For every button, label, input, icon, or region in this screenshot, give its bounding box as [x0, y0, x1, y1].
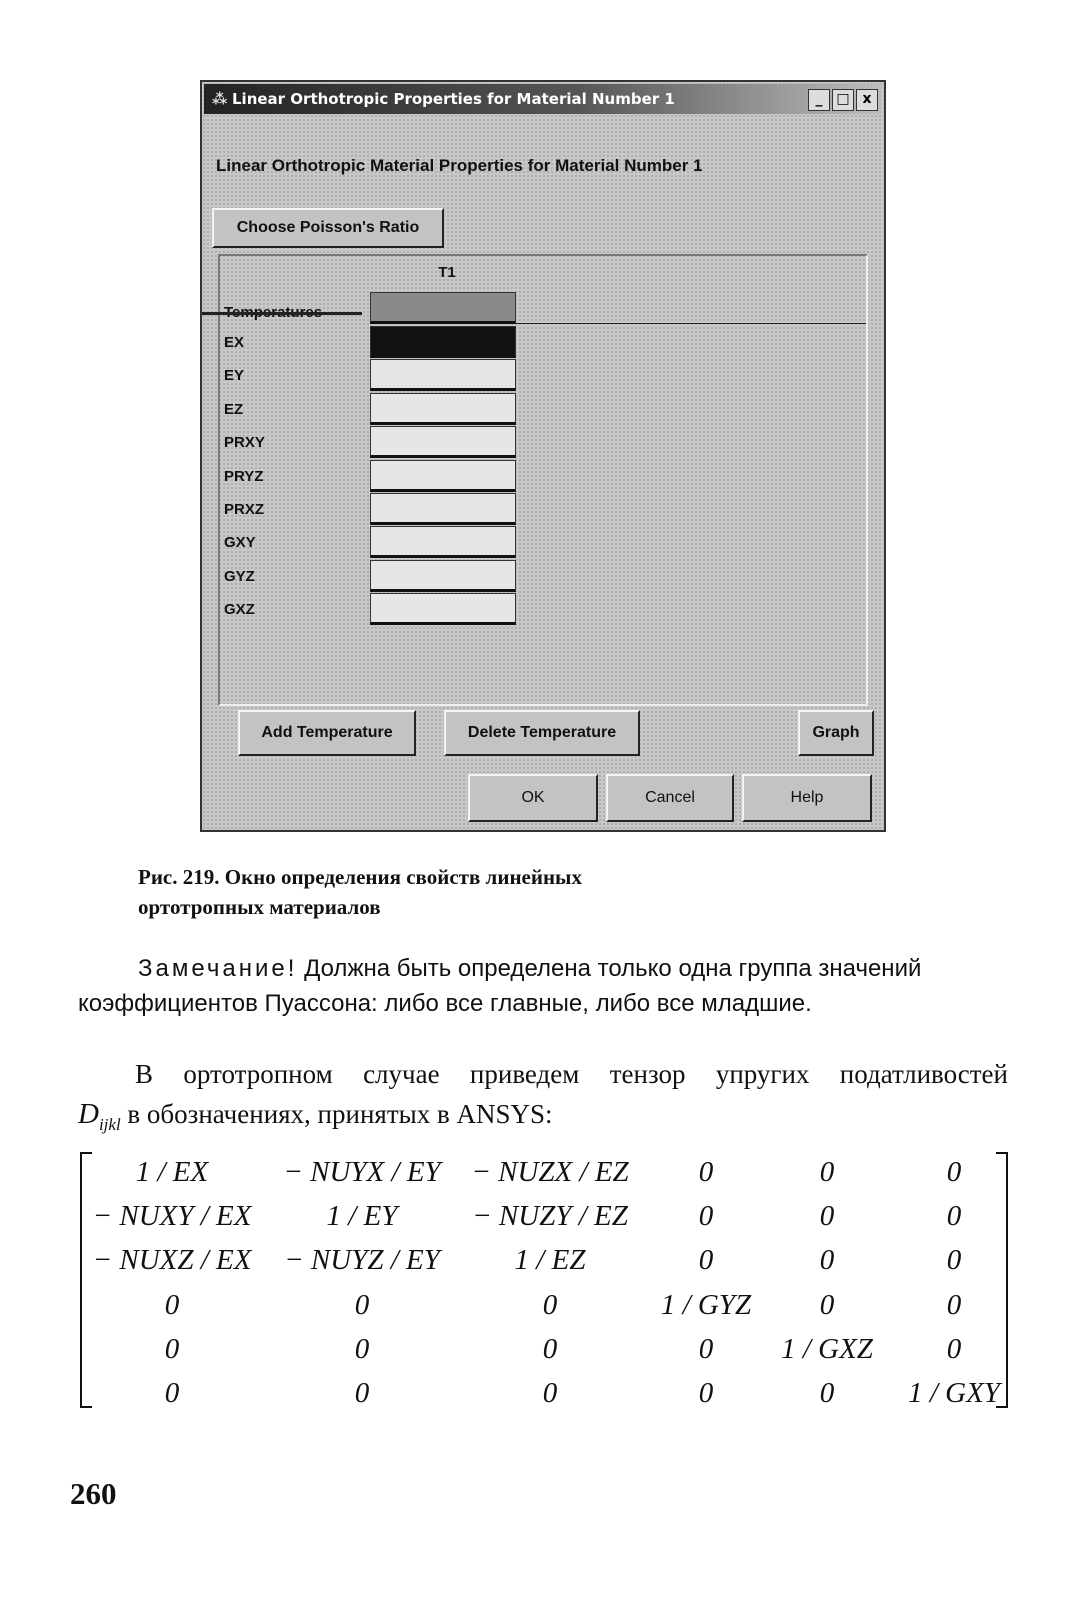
- page-number: 260: [70, 1476, 117, 1511]
- matrix-cell: 0: [164, 1288, 180, 1321]
- value-cell-prxz[interactable]: [370, 493, 516, 525]
- matrix-cell: 0: [164, 1377, 180, 1409]
- matrix-cell: − NUZX / EZ: [471, 1156, 629, 1188]
- row-label-ey: EY: [224, 367, 245, 385]
- minimize-button[interactable]: _: [808, 89, 830, 111]
- graph-button[interactable]: Graph: [798, 710, 874, 756]
- paragraph-line-1: В ортотропном случае приведем тензор упругих податливостей: [135, 1059, 1008, 1089]
- compliance-matrix: [80, 1152, 1008, 1408]
- row-label-prxz: PRXZ: [224, 501, 265, 518]
- matrix-cell: 0: [698, 1332, 714, 1365]
- matrix-cell: − NUXY / EX: [92, 1200, 252, 1233]
- delete-temperature-button[interactable]: Delete Temperature: [444, 710, 640, 756]
- paragraph-line-2: $D_{ijkl}$ в обозначениях, принятых в ANSYS:: [78, 1098, 553, 1134]
- matrix-cell: 0: [354, 1288, 370, 1321]
- material-properties-window: [200, 80, 886, 832]
- figure-caption: [138, 862, 582, 922]
- caption-line-2: ортотропных материалов: [138, 895, 381, 919]
- ok-button[interactable]: OK: [468, 774, 598, 822]
- row-label-pryz: PRYZ: [224, 467, 264, 485]
- tensor-paragraph: [78, 1054, 1008, 1145]
- matrix-cell: 0: [698, 1244, 714, 1277]
- note-line-1: [138, 951, 921, 986]
- matrix-cell: 0: [698, 1156, 714, 1188]
- matrix-cell: 0: [819, 1156, 835, 1188]
- close-button[interactable]: x: [856, 89, 878, 111]
- maximize-button[interactable]: □: [832, 89, 854, 111]
- value-cell-ez[interactable]: [370, 393, 516, 425]
- note-text: Должна быть определена только одна группа значений: [297, 955, 922, 982]
- matrix-cell: 0: [946, 1200, 962, 1233]
- matrix-cell: 1 / GXY: [908, 1377, 1000, 1409]
- note-line-2: коэффициентов Пуассона: либо все главные, либо все младшие.: [78, 990, 812, 1017]
- matrix-cell: 0: [946, 1156, 962, 1188]
- matrix-cell: 1 / GXZ: [781, 1332, 873, 1365]
- scan-line: [516, 323, 866, 324]
- row-label-ez: EZ: [224, 400, 244, 418]
- matrix-cell: 0: [542, 1288, 558, 1321]
- matrix-cell: 0: [946, 1288, 962, 1321]
- caption-line-1: Рис. 219. Окно определения свойств линейных: [138, 865, 582, 889]
- matrix-cell: 0: [819, 1244, 835, 1277]
- matrix-cell: 0: [698, 1377, 714, 1409]
- matrix-cell: 0: [542, 1377, 558, 1409]
- matrix-cell: 0: [946, 1244, 962, 1277]
- matrix-cell: 0: [354, 1332, 370, 1365]
- choose-poissons-ratio-button[interactable]: Choose Poisson's Ratio: [212, 208, 444, 248]
- left-bracket: [80, 1152, 92, 1408]
- matrix-cell: 0: [542, 1332, 558, 1365]
- matrix-cell: 0: [819, 1288, 835, 1321]
- matrix-cell: 0: [946, 1332, 962, 1365]
- tensor-symbol: $D_{ijkl}$: [78, 1098, 121, 1134]
- add-temperature-button[interactable]: Add Temperature: [238, 710, 416, 756]
- row-label-gxy: GXY: [224, 534, 256, 552]
- ansys-logo-icon: ⁂: [212, 90, 228, 108]
- help-button[interactable]: Help: [742, 774, 872, 822]
- matrix-cell: 1 / EY: [326, 1200, 398, 1233]
- matrix-cell: 0: [819, 1377, 835, 1409]
- value-cell-gyz[interactable]: [370, 560, 516, 592]
- matrix-cell: − NUYX / EY: [283, 1156, 441, 1188]
- properties-table-panel: [218, 254, 868, 706]
- matrix-cell: 0: [354, 1377, 370, 1409]
- temperature-cell[interactable]: [370, 292, 516, 324]
- matrix-cell: 0: [164, 1332, 180, 1365]
- value-cell-gxz[interactable]: [370, 593, 516, 625]
- value-cell-gxy[interactable]: [370, 526, 516, 558]
- dialog-header: Linear Orthotropic Material Properties for Material Number 1: [216, 156, 703, 175]
- value-cell-ey[interactable]: [370, 359, 516, 391]
- window-titlebar: [204, 84, 882, 114]
- row-label-ex: EX: [224, 334, 245, 351]
- value-cell-ex[interactable]: [370, 326, 516, 358]
- value-cell-pryz[interactable]: [370, 460, 516, 492]
- column-header-t1: T1: [438, 264, 456, 281]
- matrix-cell: − NUZY / EZ: [472, 1200, 628, 1233]
- matrix-cell: 0: [698, 1200, 714, 1233]
- row-label-gxz: GXZ: [224, 601, 255, 619]
- matrix-cell: 1 / GYZ: [660, 1288, 752, 1321]
- row-label-prxy: PRXY: [224, 434, 265, 452]
- matrix-cell: 1 / EX: [135, 1156, 209, 1188]
- matrix-cell: − NUYZ / EY: [284, 1244, 440, 1277]
- note-lead: Замечание!: [138, 955, 298, 982]
- row-label-gyz: GYZ: [224, 567, 255, 585]
- scan-line: [202, 312, 362, 315]
- matrix-cell: 1 / EZ: [514, 1244, 586, 1277]
- value-cell-prxy[interactable]: [370, 426, 516, 458]
- matrix-cell: 0: [819, 1200, 835, 1233]
- window-title: Linear Orthotropic Properties for Material Number 1: [232, 90, 675, 108]
- matrix-cell: − NUXZ / EX: [92, 1244, 252, 1277]
- cancel-button[interactable]: Cancel: [606, 774, 734, 822]
- right-bracket: [996, 1152, 1008, 1408]
